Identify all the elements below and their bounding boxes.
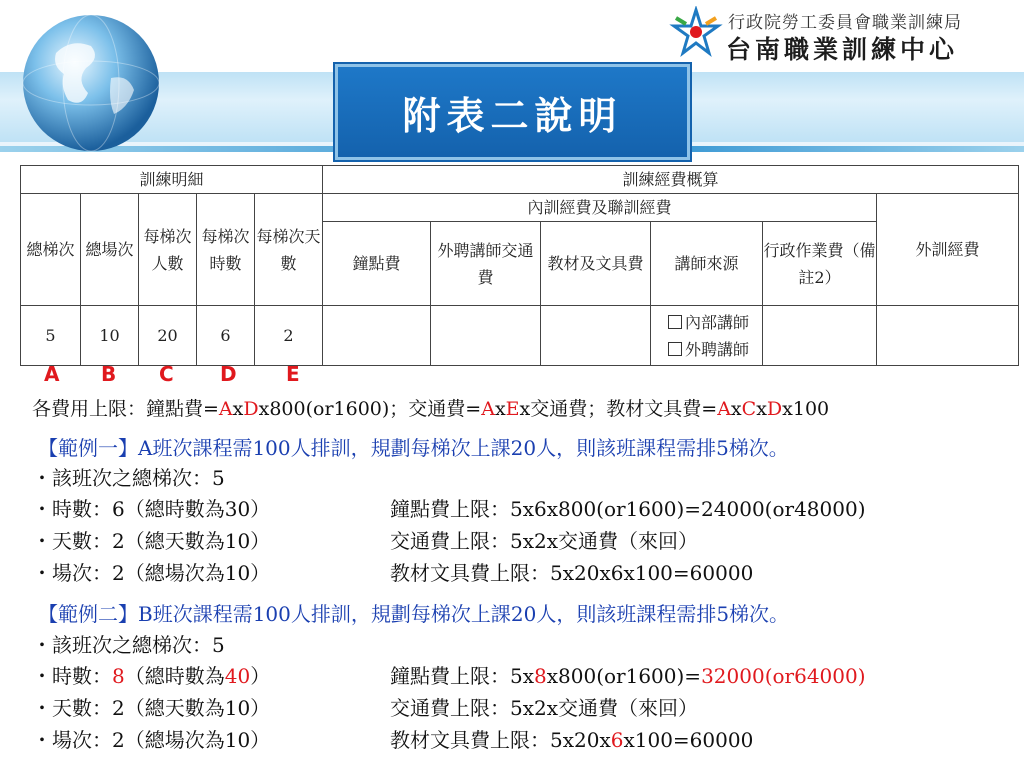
header-clock-fee: 鐘點費	[323, 222, 431, 306]
group-budget-estimate: 訓練經費概算	[323, 166, 1019, 194]
example2-sessions: ・該班次之總梯次：5	[32, 633, 225, 657]
letter-e: E	[286, 362, 300, 386]
header-total-venues: 總場次	[81, 194, 139, 306]
example1-hours: ・時數：6（總時數為30）	[32, 497, 271, 521]
header-outside-training: 外訓經費	[877, 194, 1019, 306]
example1-sessions: ・該班次之總梯次：5	[32, 466, 225, 490]
header-external-transport: 外聘講師交通費	[431, 222, 541, 306]
letter-d: D	[220, 362, 237, 386]
letter-b: B	[101, 362, 117, 386]
subgroup-internal-joint: 內訓經費及聯訓經費	[323, 194, 877, 222]
example2-clock-limit: 鐘點費上限：5x8x800(or1600)=32000(or64000)	[390, 664, 866, 688]
cell-external-transport	[431, 306, 541, 366]
cell-outside-training	[877, 306, 1019, 366]
header-admin-fee: 行政作業費（備註2）	[763, 222, 877, 306]
checkbox-icon[interactable]	[668, 342, 682, 356]
cell-materials	[541, 306, 651, 366]
budget-table	[20, 165, 1019, 366]
checkbox-icon[interactable]	[668, 315, 682, 329]
example2-venues: ・場次：2（總場次為10）	[32, 728, 271, 752]
cell-persons-per-session: 20	[139, 306, 197, 366]
example2-hours: ・時數：8（總時數為40）	[32, 664, 271, 688]
option-external[interactable]: 外聘講師	[655, 336, 762, 363]
cell-lecturer-source	[651, 306, 763, 366]
option-internal[interactable]: 內部講師	[655, 309, 762, 336]
title-banner	[335, 64, 690, 160]
example1-heading: 【範例一】A班次課程需100人排訓，規劃每梯次上課20人，則該班課程需排5梯次。	[38, 436, 789, 460]
cell-days-per-session: 2	[255, 306, 323, 366]
example1-venues: ・場次：2（總場次為10）	[32, 561, 271, 585]
example2-heading: 【範例二】B班次課程需100人排訓，規劃每梯次上課20人，則該班課程需排5梯次。	[38, 602, 790, 626]
cell-admin-fee	[763, 306, 877, 366]
page-title: 附表二說明	[402, 93, 623, 138]
cell-total-venues: 10	[81, 306, 139, 366]
letter-c: C	[159, 362, 174, 386]
example2-days: ・天數：2（總天數為10）	[32, 696, 271, 720]
example1-materials-limit: 教材文具費上限：5x20x6x100=60000	[390, 561, 754, 585]
example1-days: ・天數：2（總天數為10）	[32, 529, 271, 553]
cell-clock-fee	[323, 306, 431, 366]
group-training-details: 訓練明細	[21, 166, 323, 194]
header-persons-per-session: 每梯次人數	[139, 194, 197, 306]
example2-transport-limit: 交通費上限：5x2x交通費（來回）	[390, 696, 699, 720]
formula-line: 各費用上限：鐘點費=AxDx800(or1600)；交通費=AxEx交通費；教材文具費=AxCxDx100	[32, 398, 830, 420]
org-name: 行政院勞工委員會職業訓練局	[728, 13, 962, 33]
example1-transport-limit: 交通費上限：5x2x交通費（來回）	[390, 529, 699, 553]
header-lecturer-source: 講師來源	[651, 222, 763, 306]
letter-a: A	[44, 362, 60, 386]
header-days-per-session: 每梯次天數	[255, 194, 323, 306]
center-name: 台南職業訓練中心	[726, 35, 959, 64]
budget-table-container	[20, 165, 1018, 365]
cell-hours-per-session: 6	[197, 306, 255, 366]
example2-materials-limit: 教材文具費上限：5x20x6x100=60000	[390, 728, 754, 752]
globe-icon	[16, 8, 166, 158]
header-materials: 教材及文具費	[541, 222, 651, 306]
star-logo-icon	[668, 6, 724, 62]
organization-logo	[668, 6, 1018, 64]
cell-total-sessions: 5	[21, 306, 81, 366]
header-hours-per-session: 每梯次時數	[197, 194, 255, 306]
example1-clock-limit: 鐘點費上限：5x6x800(or1600)=24000(or48000)	[390, 497, 866, 521]
header-total-sessions: 總梯次	[21, 194, 81, 306]
